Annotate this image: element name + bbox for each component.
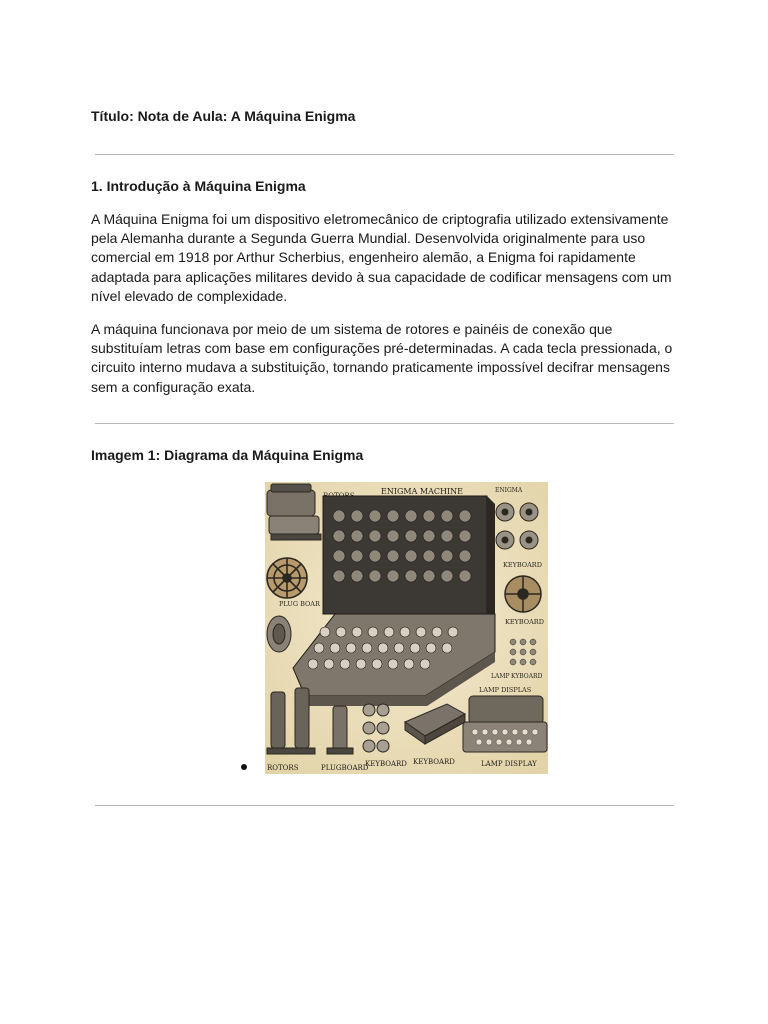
divider [95,154,674,155]
label-enigma-machine: ENIGMA MACHINE [381,487,463,496]
enigma-illustration [265,482,548,774]
label-keyboard-right-2: KEYBOARD [505,618,544,626]
label-bottom-plugboard: PLUGBOARD [321,764,369,772]
label-keyboard-right-1: KEYBOARD [503,561,542,569]
divider [95,423,674,424]
label-bottom-rotors: ROTORS [267,764,299,772]
list-bullet [241,764,247,770]
label-bottom-keyboard-2: KEYBOARD [413,758,455,766]
label-keyboard-right-3: KYBOARD [511,673,543,680]
enigma-machine-body [293,496,495,706]
label-enigma-top-right: ENIGMA [495,487,523,494]
rotor-wheel-left [267,558,307,598]
rotor-disc-left [267,616,291,652]
divider [95,805,674,806]
label-lamp: LAMP [491,673,510,680]
enigma-diagram-image [265,482,548,774]
label-bottom-keyboard-1: KEYBOARD [365,760,407,768]
page-title: Título: Nota de Aula: A Máquina Enigma [91,108,356,124]
intro-paragraph-1: A Máquina Enigma foi um dispositivo eletromecânico de criptografia utilizado extensivamente pela Alemanha durante a Segunda Guerra Mundial. Desenvolvida originalmente para uso comercial em 1918 por Arthur Scherbius, engenheiro alemão, a Enigma foi rapidamente adaptada para aplicações militares devido à sua capacidade de codificar mensagens com um nível elevado de complexidade. [91,211,672,304]
label-plugboard: PLUG BOAR [279,600,320,608]
section-heading-intro: 1. Introdução à Máquina Enigma [91,178,306,194]
intro-paragraph-2: A máquina funcionava por meio de um sistema de rotores e painéis de conexão que substituíam letras com base em configurações pré-determinadas. A cada tecla pressionada, o circuito interno mudava a substituição, tornando praticamente impossível decifrar mensagens sem a configuração exata. [91,321,673,395]
rotor-wheel-right [505,576,541,612]
label-bottom-lamp-display: LAMP DISPLAY [481,760,537,768]
typewriter-sketch-bottom-right [463,696,547,752]
label-lamp-displas: LAMP DISPLAS [479,686,532,694]
section-heading-figure: Imagem 1: Diagrama da Máquina Enigma [91,447,364,463]
typewriter-sketch-top-left [267,484,321,540]
keypad-sketch-right [510,639,536,665]
